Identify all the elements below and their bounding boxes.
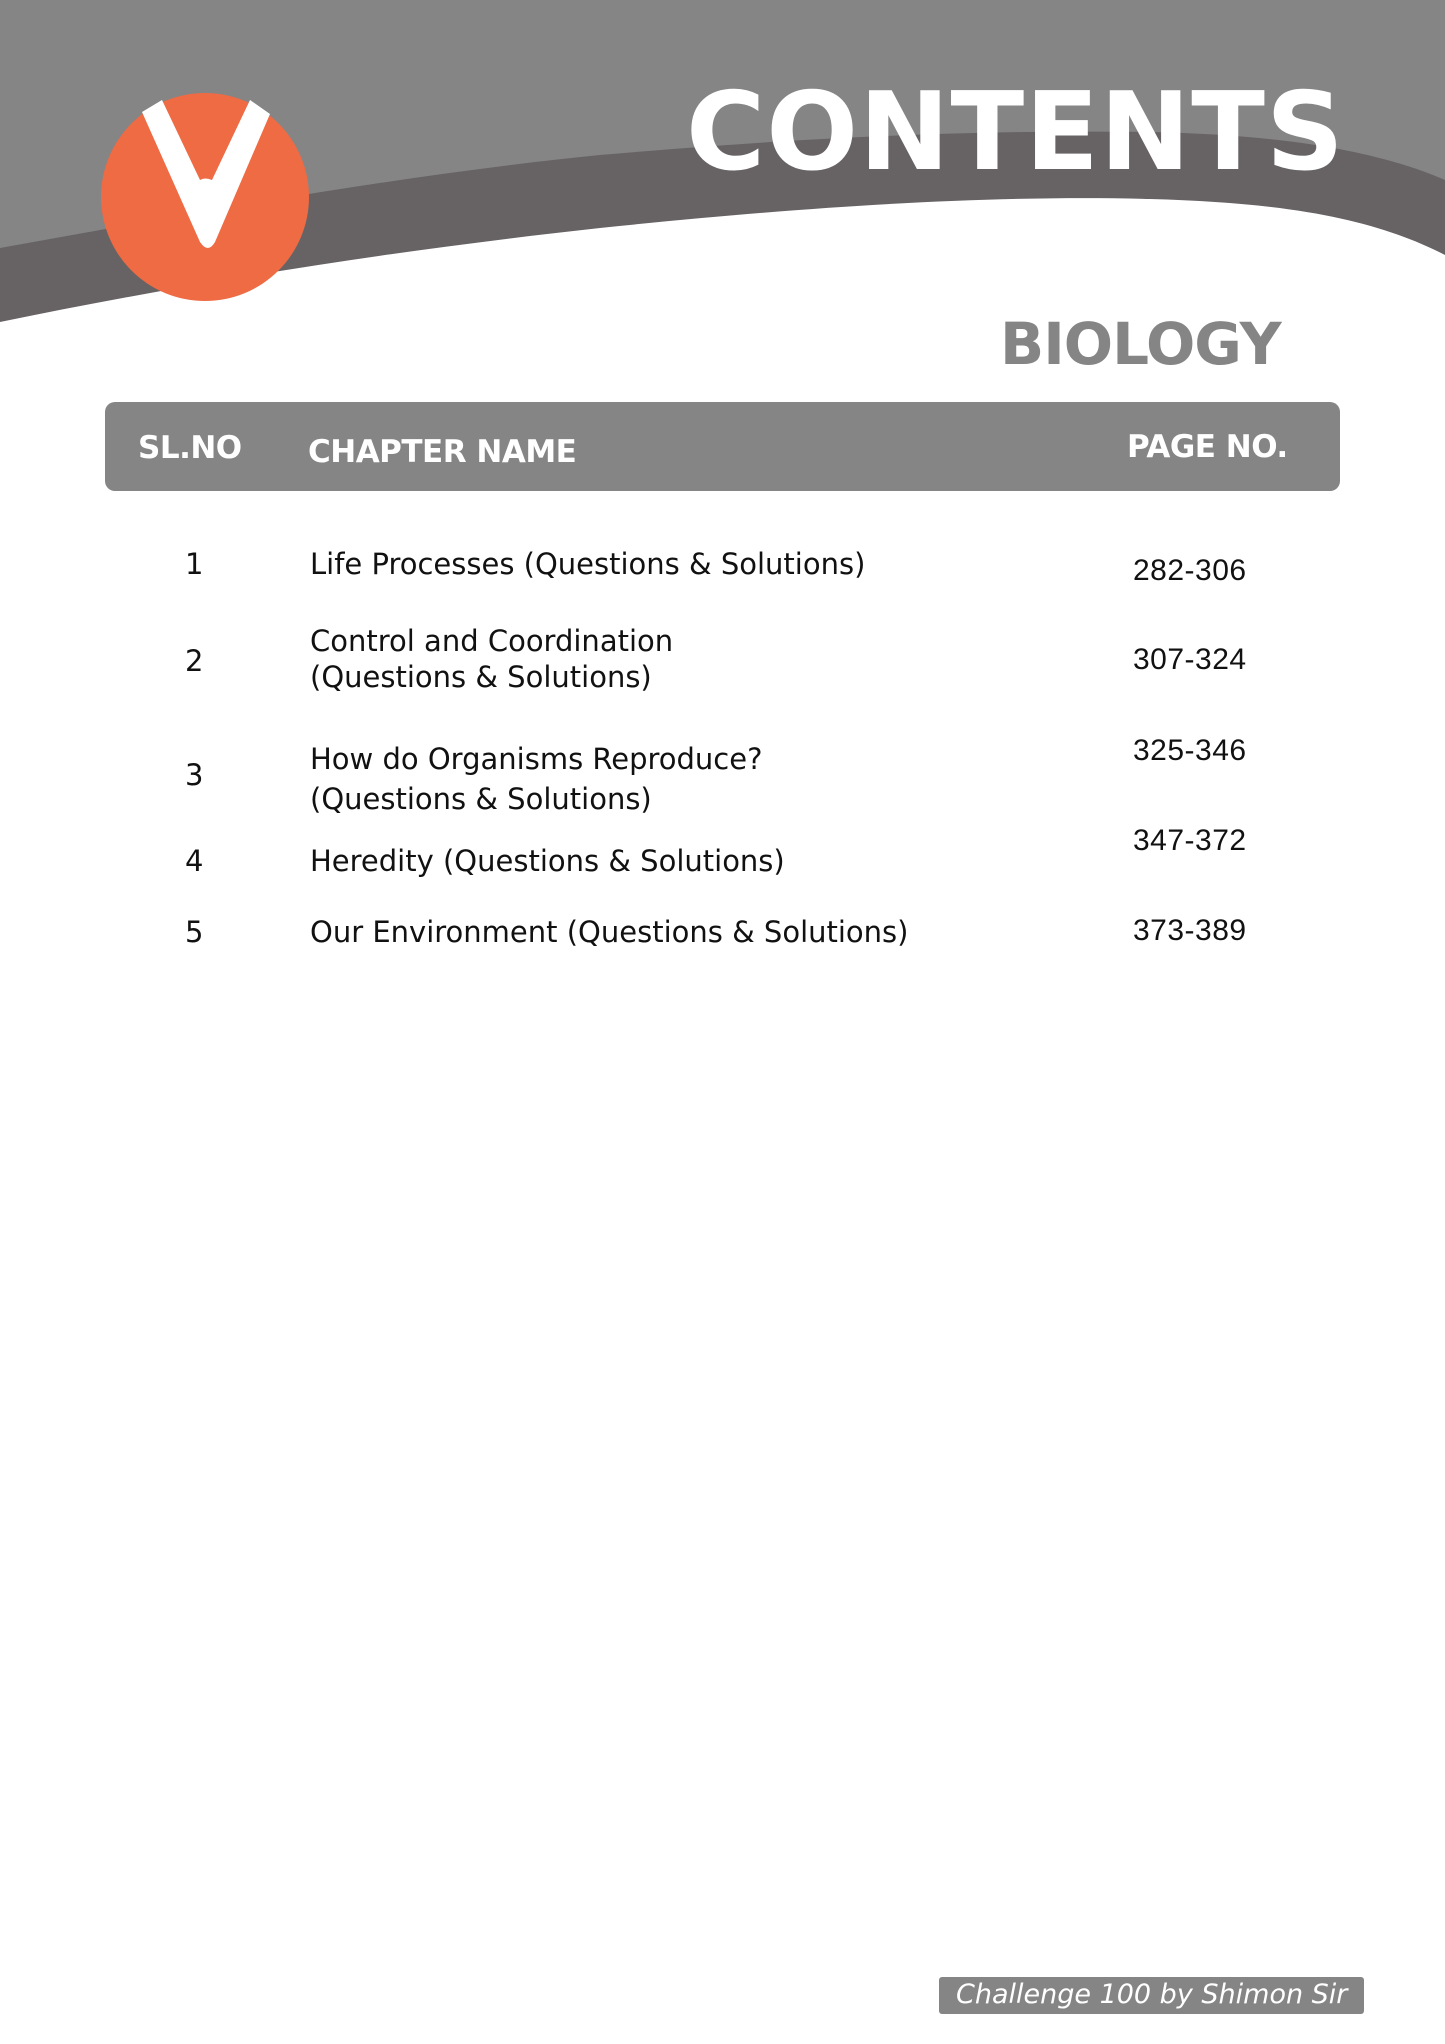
chapter-title-line: How do Organisms Reproduce? [310,742,763,776]
column-header-page-no: PAGE NO. [1127,429,1288,465]
chapter-title[interactable] [310,843,785,879]
row-number: 2 [185,644,204,678]
chapter-title[interactable] [310,914,908,950]
chapter-title[interactable] [310,739,763,819]
page-title: CONTENTS [686,70,1345,195]
chapter-title[interactable] [310,546,865,582]
chapter-title-line: Life Processes (Questions & Solutions) [310,547,866,581]
chapter-title-line: Control and Coordination [310,624,674,658]
row-number: 1 [185,547,204,581]
page-range: 307-324 [1133,643,1247,676]
page-range: 282-306 [1133,554,1247,587]
chapter-title-line: Heredity (Questions & Solutions) [310,844,785,878]
page-range: 373-389 [1133,914,1247,947]
footer-label: Challenge 100 by Shimon Sir [956,1979,1348,2010]
chapter-title-line: (Questions & Solutions) [310,660,652,694]
row-number: 4 [185,844,204,878]
row-number: 3 [185,758,204,792]
table-header [105,402,1340,491]
subject-heading: BIOLOGY [1000,310,1281,378]
chapter-title-line: Our Environment (Questions & Solutions) [310,915,909,949]
footer-badge [939,1977,1364,2014]
chapter-title[interactable] [310,623,673,695]
page-range: 325-346 [1133,734,1247,767]
chapter-title-line: (Questions & Solutions) [310,782,652,816]
page-range: 347-372 [1133,824,1247,857]
v-logo-icon [100,92,310,302]
column-header-chapter-name: CHAPTER NAME [308,434,577,470]
column-header-sl-no: SL.NO [138,430,242,466]
row-number: 5 [185,915,204,949]
